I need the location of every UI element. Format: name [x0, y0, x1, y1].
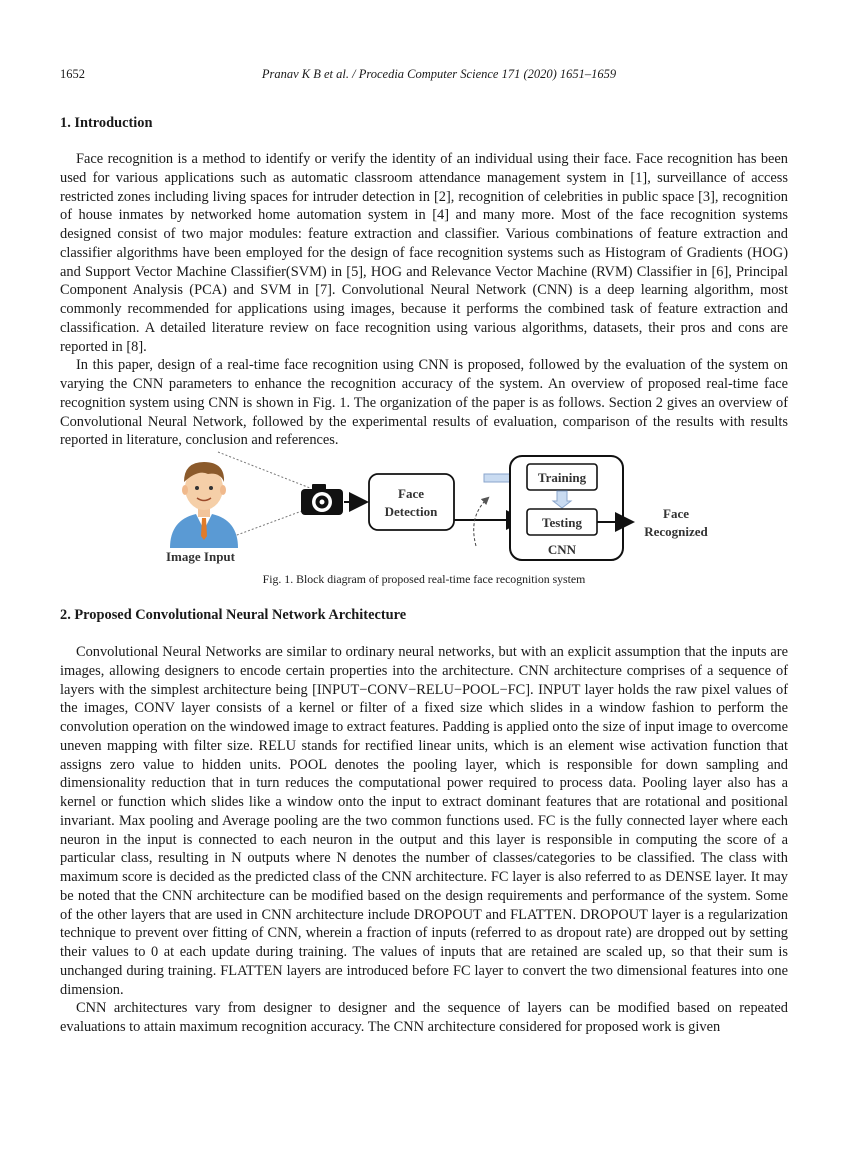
section-1-paragraph-1: Face recognition is a method to identify or verify the identity of an individual using their face. Face recognition has been used for various applications such as automatic classroom attendance management system in [1], surveillance of access restricted zones including living spaces for intruder detection in [2], recognition of celebrities in public space [3], recognition of house inmates by networked home automation system in [4] and many more. Most of the face recognition systems designed consist of two major modules: feature extraction and classifier. Various combinations of feature extraction and classifier algorithms have been employed for the design of face recognition systems such as Histogram of Gradients (HOG) and Support Vector Machine Classifier(SVM) in [5], HOG and Relevance Vector Machine (RVM) Classifier in [6], Principal Component Analysis (PCA) and SVM in [7]. Convolutional Neural Network (CNN) is a deep learning algorithm, most commonly recommended for applications using images, because it performs the combined task of feature extraction and classification. A detailed literature review on face recognition using various algorithms, datasets, their pros and cons are reported in [8].	[60, 151, 788, 355]
testing-label: Testing	[542, 515, 582, 530]
cnn-label: CNN	[547, 542, 577, 557]
section-2-title: 2. Proposed Convolutional Neural Network Architecture	[60, 607, 407, 623]
section-1-body	[60, 150, 788, 450]
camera-icon	[301, 484, 343, 515]
face-detection-label-line1: Face	[398, 486, 424, 501]
page-number: 1652	[60, 67, 85, 81]
output-label-line1: Face	[663, 506, 689, 521]
section-1-paragraph-2: In this paper, design of a real-time face recognition using CNN is proposed, followed by the evaluation of the system on varying the CNN parameters to enhance the recognition accuracy of the system. An overview of proposed real-time face recognition system using CNN is shown in Fig. 1. The organization of the paper is as follows. Section 2 gives an overview of Convolutional Neural Network, followed by the experimental results of evaluation, comparison of the results with results reported in literature, conclusion and references.	[60, 357, 788, 449]
figure-1-block-diagram	[150, 450, 730, 570]
training-label: Training	[537, 470, 587, 485]
person-avatar-icon	[170, 462, 238, 548]
face-detection-label-line2: Detection	[384, 504, 438, 519]
image-input-label: Image Input	[166, 549, 235, 564]
section-2-paragraph-1: Convolutional Neural Networks are similar to ordinary neural networks, but with an explicit assumption that the inputs are images, allowing designers to encode certain properties into the architecture. CNN architecture comprises of a sequence of layers with the simplest architecture being [INPUT−CONV−RELU−POOL−FC]. INPUT layer holds the raw pixel values of the images, CONV layer consists of a kernel or filter of a fixed size which slides in a window fashion to perform the convolution operation on the windowed image to extract features. Padding is applied onto the size of input image to overcome uneven mapping with filter size. RELU stands for rectified linear units, which is an element wise activation function that assigns zero value to hidden units. POOL denotes the pooling layer, which is responsible for down sampling and dimensionality reduction that in turn reduces the computational power required to process data. Pooling layer also has a kernel or function which slides like a window onto the input to extract dominant features that are rotational and positional invariant. Max pooling and Average pooling are the two common functions used. FC is the fully connected layer where each neuron in the input is connected to each neuron in the output and this layer is responsible in computing the score of a particular class, resulting in N outputs where N denotes the number of classes/categories to be classified. The class with maximum score is decided as the predicted class of the CNN architecture. FC layer is also referred to as DENSE layer. It may be noted that the CNN architecture can be modified based on the design requirements and performance of the system. Some of the other layers that are used in CNN architecture include DROPOUT and FLATTEN. DROPOUT layer is a regularization technique to prevent over fitting of CNN, wherein a fraction of inputs (referred to as dropout rate) are dropped out by setting their values to 0 at each update during training. The values of inputs that are retained are scaled up, so that their sum is unchanged during training. FLATTEN layers are introduced before FC layer to convert the two dimensional features into one dimension.	[60, 644, 788, 998]
section-2-body	[60, 643, 788, 1037]
running-title: Pranav K B et al. / Procedia Computer Science 171 (2020) 1651–1659	[261, 67, 617, 81]
section-1-title: 1. Introduction	[60, 115, 153, 131]
section-2-paragraph-2: CNN architectures vary from designer to designer and the sequence of layers can be modified based on repeated evaluations to attain maximum recognition accuracy. The CNN architecture considered for proposed work is given	[60, 1000, 788, 1035]
page-header	[60, 67, 788, 83]
figure-1-caption: Fig. 1. Block diagram of proposed real-time face recognition system	[262, 572, 586, 586]
face-detection-block	[369, 474, 454, 530]
output-label-line2: Recognized	[644, 524, 708, 539]
